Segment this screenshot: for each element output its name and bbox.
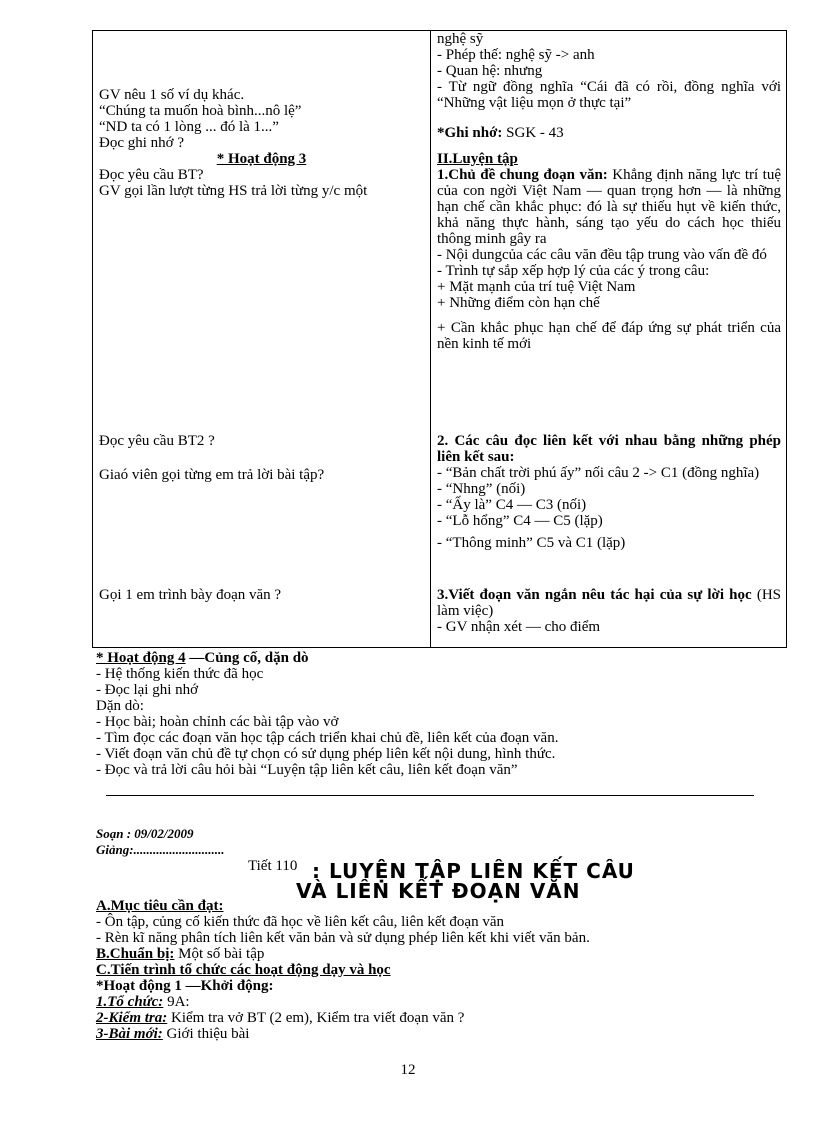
point: + Cần khắc phục hạn chế để đáp ứng sự phát triển của nền kinh tế mới	[437, 320, 781, 352]
page-number: 12	[400, 1062, 416, 1078]
homework-item: - Học bài; hoàn chỉnh các bài tập vào vở	[96, 714, 339, 730]
item3-note: (HS làm việc)	[437, 587, 782, 619]
row2-left	[99, 151, 424, 199]
row1-left-line: Đọc ghi nhớ ?	[99, 135, 184, 151]
homework-label: Dặn dò:	[96, 698, 144, 714]
homework-item: - Tìm đọc các đoạn văn học tập cách triển khai chủ đề, liên kết của đoạn văn.	[96, 730, 559, 746]
activity-4-label: * Hoạt động 4	[96, 650, 186, 666]
row1-right-line: - Phép thế: nghệ sỹ -> anh	[437, 47, 595, 63]
point: + Những điểm còn hạn chế	[437, 295, 600, 311]
divider-line	[106, 795, 754, 796]
lesson-title-line2: VÀ LIÊN KẾT ĐOẠN VĂN	[296, 879, 581, 903]
row4-right	[437, 587, 781, 635]
item3-line: - GV nhận xét — cho điểm	[437, 619, 601, 635]
step-3	[96, 1026, 776, 1042]
step-3-label: 3-Bài mới:	[96, 1026, 163, 1042]
section-c: C.Tiến trình tổ chức các hoạt động dạy và học	[96, 962, 391, 978]
lesson-body	[96, 898, 776, 1042]
goal: - Rèn kĩ năng phân tích liên kết văn bản và sử dụng phép liên kết khi viết văn bản.	[96, 930, 590, 946]
step-2	[96, 1010, 776, 1026]
row1-left-line: “Chúng ta muốn hoà bình...nô lệ”	[99, 103, 302, 119]
row1-right	[437, 31, 781, 141]
row3-left-line: Đọc yêu cầu BT2 ?	[99, 433, 215, 449]
teaching-date: Giảng:............................	[96, 842, 225, 857]
link-line: - “Bản chất trời phú ấy” nối câu 2 -> C1 (đồng nghĩa)	[437, 465, 760, 481]
lesson-meta	[96, 826, 776, 858]
link-line: - “Ấy là” C4 — C3 (nối)	[437, 497, 587, 513]
row1-left-line: “ND ta có 1 lòng ... đó là 1...”	[99, 119, 279, 135]
prepared-date: Soạn : 09/02/2009	[96, 826, 194, 841]
homework-item: - Viết đoạn văn chủ đề tự chọn có sử dụng phép liên kết nội dung, hình thức.	[96, 746, 556, 762]
link-line: - “Thông minh” C5 và C1 (lặp)	[437, 535, 626, 551]
review-item: - Hệ thống kiến thức đã học	[96, 666, 264, 682]
row1-right-line: - Từ ngữ đồng nghĩa “Cái đã có rồi, đồng nghĩa với “Những vật liệu mọn ở thực tại”	[437, 79, 781, 111]
section-practice: II.Luyện tập	[437, 151, 518, 167]
row1-left	[99, 87, 424, 151]
point: - Nội dungcủa các câu văn đều tập trung vào vấn đề đó	[437, 247, 767, 263]
section-b	[96, 946, 776, 962]
item2-heading: 2. Các câu đọc liên kết với nhau bằng những phép liên kết sau:	[437, 433, 781, 465]
point: - Trình tự sắp xếp hợp lý của các ý trong câu:	[437, 263, 710, 279]
activity-1: *Hoạt động 1 —Khởi động:	[96, 978, 274, 994]
step-1-label: 1.Tổ chức:	[96, 994, 164, 1010]
row2-right	[437, 151, 781, 352]
section-a: A.Mục tiêu cần đạt:	[96, 898, 224, 914]
link-line: - “Lỗ hổng” C4 — C5 (lặp)	[437, 513, 603, 529]
item3	[437, 587, 781, 619]
link-line: - “Nhng” (nối)	[437, 481, 526, 497]
row1-right-line: - Quan hệ: nhưng	[437, 63, 543, 79]
point: + Mặt mạnh của trí tuệ Việt Nam	[437, 279, 636, 295]
step-3-text: Giới thiệu bài	[162, 1026, 250, 1042]
row1-right-line: nghệ sỹ	[437, 31, 484, 47]
activity-4-block	[96, 650, 776, 778]
row3-right	[437, 433, 781, 551]
activity-4-title: —Củng cố, dặn dò	[185, 650, 309, 666]
step-2-text: Kiểm tra vở BT (2 em), Kiểm tra viết đoạn văn ?	[167, 1010, 465, 1026]
lesson-number: Tiết 110	[248, 858, 298, 874]
note-label: *Ghi nhớ:	[437, 125, 503, 141]
section-b-text: Một số bài tập	[174, 946, 265, 962]
review-item: - Đọc lại ghi nhớ	[96, 682, 199, 698]
step-1-text: 9A:	[163, 994, 190, 1010]
column-divider	[430, 31, 431, 647]
row4-left	[99, 587, 424, 603]
row4-left-line: Gọi 1 em trình bày đoạn văn ?	[99, 587, 282, 603]
lesson-title-line1: : LUYỆN TẬP LIÊN KẾT CÂU	[312, 859, 635, 883]
item3-heading: 3.Viết đoạn văn ngắn nêu tác hại của sự lời học	[437, 587, 752, 603]
row3-left-line: Giaó viên gọi từng em trả lời bài tập?	[99, 467, 325, 483]
row3-left	[99, 433, 424, 483]
note-text: SGK - 43	[502, 125, 564, 141]
item1-text: Khẳng định năng lực trí tuệ của con ngời Việt Nam — quan trọng hơn — là những hạn chế cần khắc phục: đó là sự thiếu hụt về kiến thức, khả năng thực hành, sáng tạo yếu do cách học thiếu thông minh gây ra	[437, 167, 781, 247]
row2-left-line: GV gọi lần lượt từng HS trả lời từng y/c một	[99, 183, 368, 199]
homework-item: - Đọc và trả lời câu hỏi bài “Luyện tập liên kết câu, liên kết đoạn văn”	[96, 762, 518, 778]
activity-3-heading: * Hoạt động 3	[216, 151, 307, 167]
row2-left-line: Đọc yêu cầu BT?	[99, 167, 204, 183]
item1	[437, 167, 781, 247]
lesson-table	[92, 30, 787, 648]
step-2-label: 2-Kiểm tra:	[96, 1010, 168, 1026]
section-b-label: B.Chuẩn bị:	[96, 946, 175, 962]
goal: - Ôn tập, củng cố kiến thức đã học về liên kết câu, liên kết đoạn văn	[96, 914, 504, 930]
note	[437, 125, 781, 141]
row1-left-line: GV nêu 1 số ví dụ khác.	[99, 87, 245, 103]
step-1	[96, 994, 776, 1010]
item1-label: 1.Chủ đề chung đoạn văn:	[437, 167, 608, 183]
activity-4-heading	[96, 650, 776, 666]
